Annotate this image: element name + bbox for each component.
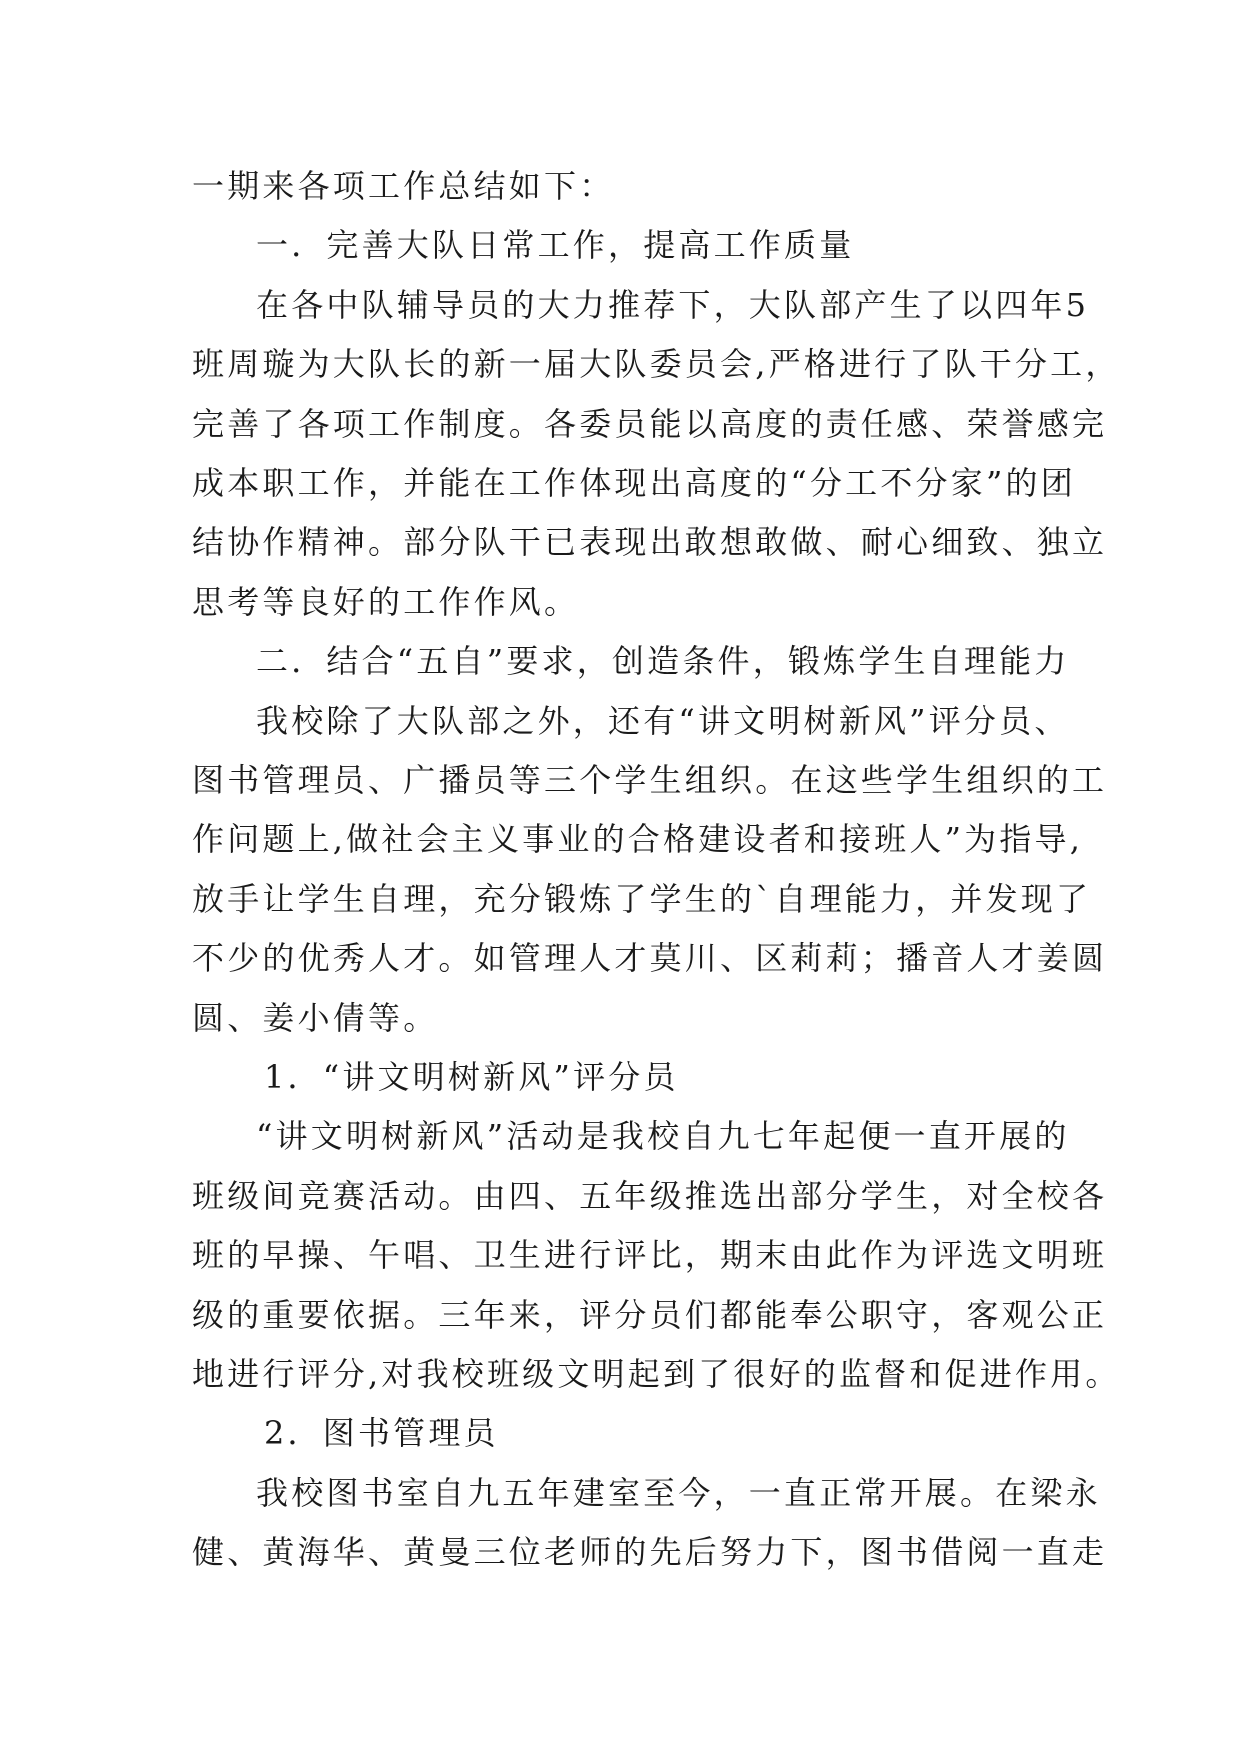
paragraph-1-line-2: 班周璇为大队长的新一届大队委员会,严格进行了队干分工，	[192, 345, 1121, 383]
paragraph-4-line-2: 健、黄海华、黄曼三位老师的先后努力下，图书借阅一直走	[192, 1533, 1108, 1571]
paragraph-1-line-1: 在各中队辅导员的大力推荐下，大队部产生了以四年5	[256, 286, 1090, 324]
section-heading-2: 二．结合“五自”要求，创造条件，锻炼学生自理能力	[256, 642, 1070, 680]
paragraph-3-line-3: 班的早操、午唱、卫生进行评比，期末由此作为评选文明班	[192, 1236, 1108, 1274]
paragraph-3-line-1: “讲文明树新风”活动是我校自九七年起便一直开展的	[256, 1117, 1070, 1155]
paragraph-1-line-3: 完善了各项工作制度。各委员能以高度的责任感、荣誉感完	[192, 405, 1108, 443]
paragraph-1-line-5: 结协作精神。部分队干已表现出敢想敢做、耐心细致、独立	[192, 523, 1108, 561]
paragraph-3-line-4: 级的重要依据。三年来，评分员们都能奉公职守，客观公正	[192, 1296, 1108, 1334]
section-heading-1: 一．完善大队日常工作，提高工作质量	[256, 226, 855, 264]
subsection-heading-1: 1．“讲文明树新风”评分员	[264, 1058, 679, 1096]
paragraph-2-line-5: 不少的优秀人才。如管理人才莫川、区莉莉；播音人才姜圆	[192, 939, 1108, 977]
paragraph-2-line-1: 我校除了大队部之外，还有“讲文明树新风”评分员、	[256, 702, 1070, 740]
subsection-heading-2: 2．图书管理员	[264, 1414, 499, 1452]
paragraph-3-line-2: 班级间竞赛活动。由四、五年级推选出部分学生，对全校各	[192, 1177, 1108, 1215]
paragraph-2-line-4: 放手让学生自理，充分锻炼了学生的`自理能力，并发现了	[192, 880, 1092, 918]
paragraph-1-line-6: 思考等良好的工作作风。	[192, 583, 580, 621]
paragraph-1-line-4: 成本职工作，并能在工作体现出高度的“分工不分家”的团	[192, 464, 1076, 502]
paragraph-2-line-2: 图书管理员、广播员等三个学生组织。在这些学生组织的工	[192, 761, 1108, 799]
paragraph-4-line-1: 我校图书室自九五年建室至今，一直正常开展。在梁永	[256, 1474, 1101, 1512]
text-line-continuation: 一期来各项工作总结如下：	[192, 167, 615, 205]
paragraph-3-line-5: 地进行评分,对我校班级文明起到了很好的监督和促进作用。	[192, 1355, 1121, 1393]
paragraph-2-line-3: 作问题上,做社会主义事业的合格建设者和接班人”为指导,	[192, 820, 1084, 858]
paragraph-2-line-6: 圆、姜小倩等。	[192, 999, 439, 1037]
